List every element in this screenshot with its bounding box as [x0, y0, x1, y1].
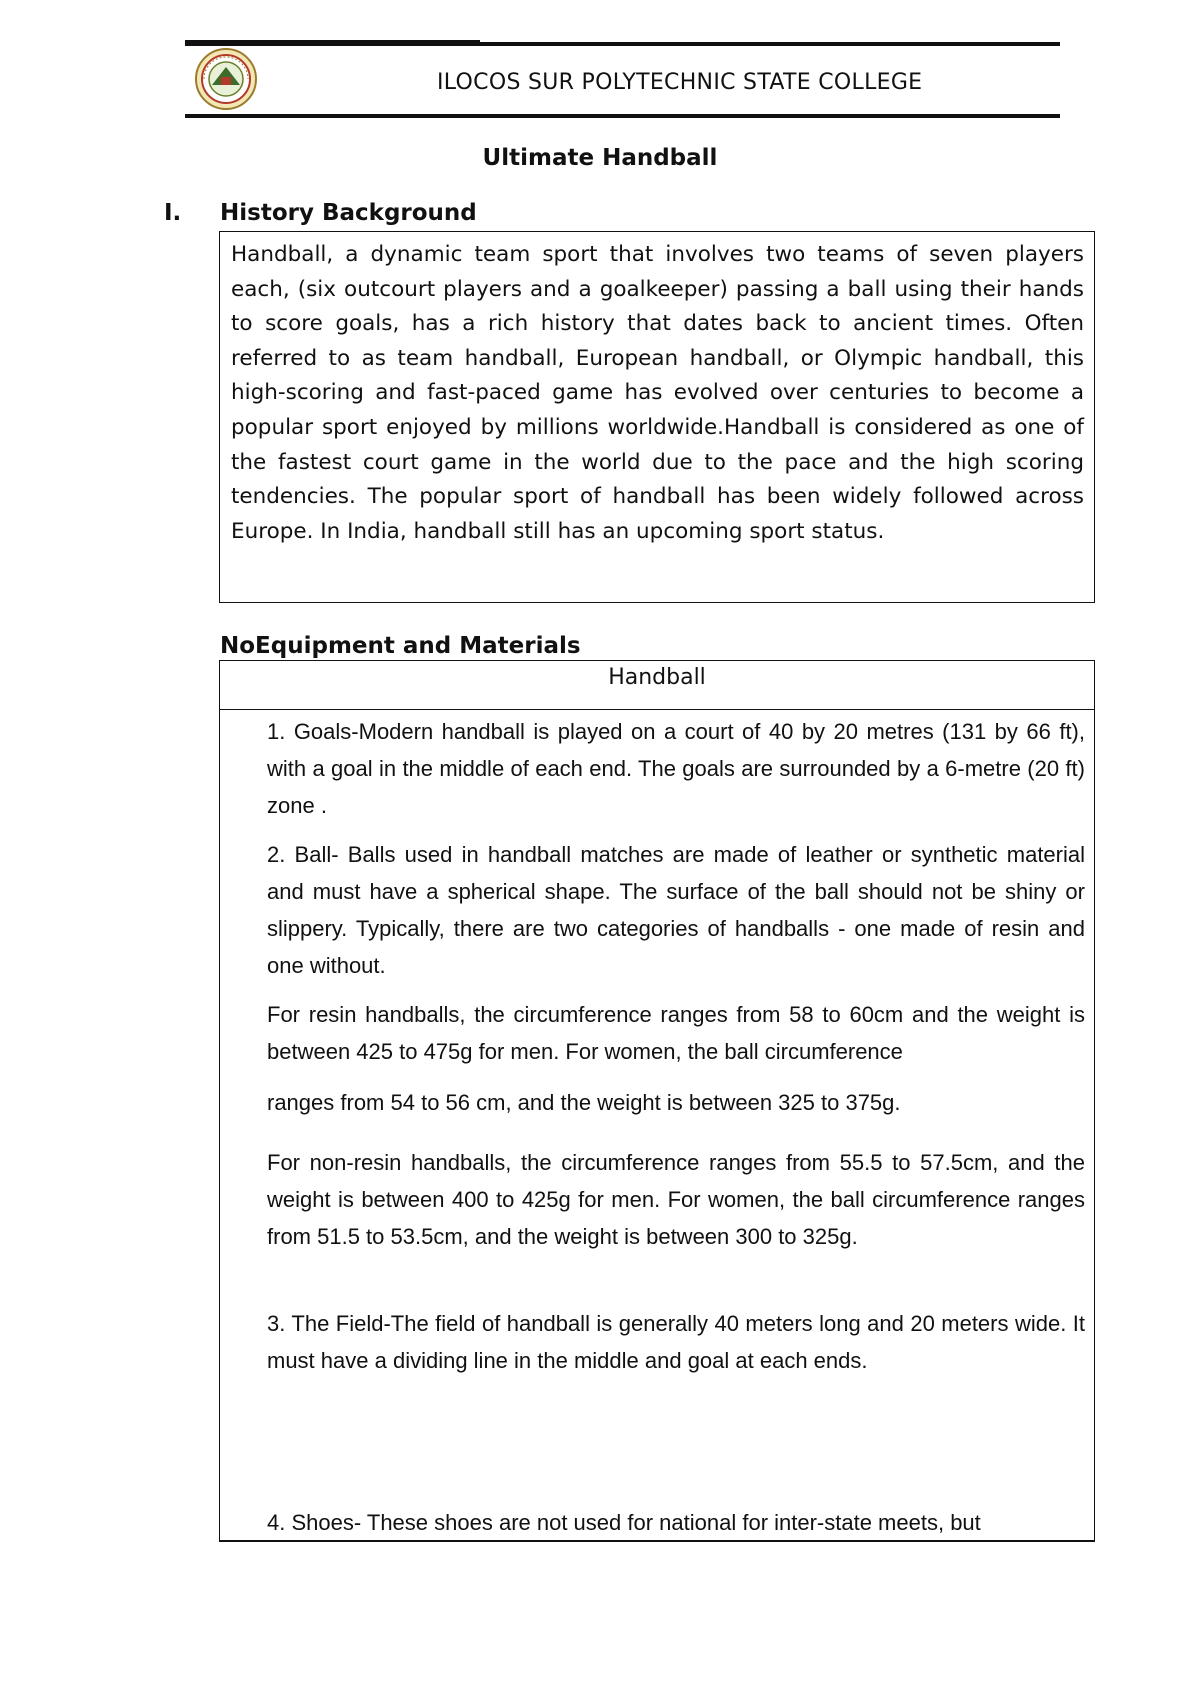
section-number: I.: [164, 200, 182, 226]
resin-paragraph: For resin handballs, the circumference ranges from 58 to 60cm and the weight is between 425 to 475g for men. For women, the ball circumference: [267, 1002, 1085, 1064]
header-rule-top: [185, 42, 1060, 46]
history-box: [219, 231, 1095, 603]
college-seal-icon: [190, 47, 262, 111]
field-paragraph: 3. The Field-The field of handball is generally 40 meters long and 20 meters wide. It must have a dividing line in the middle and goal at each ends.: [267, 1311, 1085, 1373]
equipment-heading: NoEquipment and Materials: [220, 633, 581, 659]
non-resin-paragraph: For non-resin handballs, the circumference ranges from 55.5 to 57.5cm, and the weight is between 400 to 425g for men. For women, the ball circumference ranges from 51.5 to 53.5cm, and the weight is between 300 to 325g.: [267, 1150, 1085, 1249]
shoes-paragraph: 4. Shoes- These shoes are not used for national for inter-state meets, but: [267, 1510, 981, 1535]
goals-paragraph: 1. Goals-Modern handball is played on a court of 40 by 20 metres (131 by 66 ft), with a goal in the middle of each end. The goals are surrounded by a 6-metre (20 ft) zone .: [267, 719, 1085, 818]
college-name: ILOCOS SUR POLYTECHNIC STATE COLLEGE: [437, 70, 923, 95]
resin-women-paragraph: ranges from 54 to 56 cm, and the weight is between 325 to 375g.: [267, 1090, 901, 1115]
equipment-table: [219, 660, 1095, 1542]
history-heading: History Background: [220, 200, 477, 226]
document-title: Ultimate Handball: [482, 145, 718, 171]
header-rule-bottom: [185, 114, 1060, 118]
history-text: Handball, a dynamic team sport that involves two teams of seven players each, (six outcourt players and a goalkeeper) passing a ball using their hands to score goals, has a rich history that dates back to ancient times. Often referred to as team handball, European handball, or Olympic handball, this high-scoring and fast-paced game has evolved over centuries to become a popular sport enjoyed by millions worldwide.Handball is considered as one of the fastest court game in the world due to the pace and the high scoring tendencies. The popular sport of handball has been widely followed across Europe. In India, handball still has an upcoming sport status.: [231, 242, 1084, 544]
ball-paragraph: 2. Ball- Balls used in handball matches are made of leather or synthetic material and must have a spherical shape. The surface of the ball should not be shiny or slippery. Typically, there are two categories of handballs - one made of resin and one without.: [267, 842, 1085, 978]
equipment-table-header: Handball: [220, 661, 1094, 710]
